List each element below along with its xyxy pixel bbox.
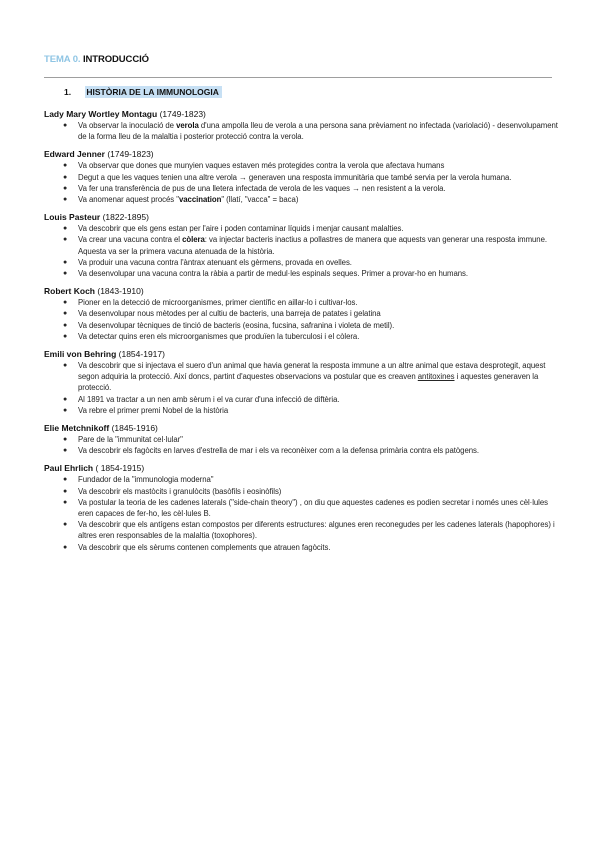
bullet-text: Va rebre el primer premi Nobel de la història: [78, 405, 229, 415]
bullet-icon: ●: [63, 447, 68, 455]
bullet-item: [44, 257, 560, 268]
bullet-item: [44, 445, 560, 456]
bullet-item: [44, 120, 560, 142]
bullet-icon: ●: [63, 321, 68, 329]
bullet-text: Pare de la "immunitat cel·lular": [78, 435, 183, 445]
person-section: [44, 108, 560, 142]
bullet-item: [44, 542, 560, 553]
person-years: ( 1854-1915): [95, 463, 145, 474]
bullet-item: [44, 223, 560, 234]
person-name: Emili von Behring: [44, 349, 117, 360]
person-section: [44, 148, 560, 205]
person-name: Lady Mary Wortley Montagu: [44, 109, 158, 119]
topic-prefix: TEMA 0.: [44, 54, 81, 65]
bullet-item: [44, 308, 560, 319]
bullet-icon: ●: [63, 310, 68, 318]
topic-heading: [44, 54, 149, 65]
bullet-icon: ●: [63, 362, 68, 370]
bullet-text: i aquestes generaven la protecció.: [78, 372, 539, 393]
bullet-text: Va descobrir els mastòcits i granulòcits (basòfils i eosinòfils): [78, 486, 282, 496]
bullet-text: d'una ampolla lleu de verola a una persona sana prèviament no infectada (variolació) - desenvolupament de la forma lleu de la malaltia i posterior protecció contra la verola.: [78, 121, 558, 142]
bullet-item: [44, 320, 560, 331]
person-heading: [44, 348, 560, 360]
bullet-text: Va crear una vacuna contra el: [78, 235, 183, 245]
person-section: [44, 348, 560, 416]
person-name: Robert Koch: [44, 286, 95, 297]
bullet-icon: ●: [63, 299, 68, 307]
bullet-text: Va desenvolupar tècniques de tinció de bacteris (eosina, fucsina, safranina i violeta de metil).: [78, 320, 395, 330]
person-heading: [44, 211, 560, 223]
bullet-icon: ●: [63, 225, 68, 233]
person-name: Paul Ehrlich: [44, 463, 94, 474]
bullet-item: [44, 486, 560, 497]
person-years: (1843-1910): [97, 286, 144, 297]
bullet-text: Fundador de la "immunologia moderna": [78, 475, 214, 485]
bullet-text: Va observar la inoculació de: [78, 121, 177, 130]
person-section: [44, 211, 560, 279]
bullet-item: [44, 172, 560, 183]
person-section: [44, 462, 560, 552]
section-title: HISTÒRIA DE LA IMMUNOLOGIA: [85, 86, 222, 98]
person-section: [44, 285, 560, 342]
bold-term: verola: [176, 121, 199, 130]
section-heading: [44, 87, 222, 97]
bold-term: vaccination: [178, 195, 222, 205]
bullet-text: Al 1891 va tractar a un nen amb sèrum i el va curar d'una infecció de diftèria.: [78, 394, 340, 404]
person-years: (1845-1916): [111, 423, 158, 434]
bullet-text: : va injectar bacteris inactius a pollastres de manera que aquests van generar una resposta immune. Aquesta va ser la primera vacuna atenuada de la història.: [78, 235, 547, 256]
person-name: Louis Pasteur: [44, 212, 101, 223]
bullet-icon: ●: [63, 395, 68, 403]
section-number: 1.: [64, 87, 72, 97]
person-heading: [44, 148, 560, 160]
bullet-text: Va descobrir que si injectava el suero d'un animal que havia generat la resposta immune a un altre animal que estava desprotegit, aquest segon adquiria la protecció. Així doncs, partint d'aquestes observacions va postular que es creaven: [78, 361, 546, 382]
bullet-text: Degut a que les vaques tenien una altre verola → generaven una resposta immunitària que també servia per la verola humana.: [78, 172, 512, 182]
person-heading: [44, 462, 560, 474]
bullet-list: [44, 434, 560, 456]
person-years: (1854-1917): [118, 349, 165, 360]
bullet-text: Va anomenar aquest procés ": [78, 195, 179, 205]
bullet-icon: ●: [63, 173, 68, 181]
bullet-item: [44, 474, 560, 485]
bullet-item: [44, 268, 560, 279]
bullet-item: [44, 497, 560, 519]
bullet-icon: ●: [63, 122, 68, 129]
bullet-list: [44, 474, 560, 552]
bullet-text: Pioner en la detecció de microorganismes, primer científic en aillar-lo i cultivar-los.: [78, 298, 358, 308]
bullet-text: Va postular la teoria de les cadenes laterals ("side-chain theory") , on diu que aquestes cadenes es podien secretar i només unes cèl·lules eren capaces de fer-ho, les cèl·lules B.: [78, 497, 548, 519]
bullet-item: [44, 360, 560, 394]
bullet-icon: ●: [63, 258, 68, 266]
bullet-icon: ●: [63, 487, 68, 495]
bullet-icon: ●: [63, 196, 68, 204]
bullet-list: [44, 297, 560, 342]
person-name: Edward Jenner: [44, 149, 105, 160]
bullet-icon: ●: [63, 498, 68, 506]
bullet-text: Va produir una vacuna contra l'àntrax atenuant els gèrmens, provada en ovelles.: [78, 257, 352, 267]
bullet-icon: ●: [63, 476, 68, 484]
bullet-item: [44, 434, 560, 445]
bullet-item: [44, 194, 560, 205]
bullet-text: Va desenvolupar una vacuna contra la ràbia a partir de medul·les espinals seques. Primer a provar-ho en humans.: [78, 269, 469, 279]
person-section: [44, 422, 560, 456]
person-years: (1749-1823): [159, 109, 206, 119]
person-heading: [44, 108, 560, 120]
bullet-list: [44, 360, 560, 416]
bullet-icon: ●: [63, 406, 68, 414]
bullet-item: [44, 234, 560, 256]
bullet-icon: ●: [63, 236, 68, 244]
bullet-list: [44, 160, 560, 205]
bullet-item: [44, 331, 560, 342]
person-name: Elie Metchnikoff: [44, 423, 110, 434]
underlined-term: antitoxines: [417, 372, 455, 382]
bullet-text: Va observar que dones que munyien vaques estaven més protegides contra la verola que afectava humans: [78, 161, 445, 171]
bullet-icon: ●: [63, 184, 68, 192]
bullet-text: Va descobrir que els antígens estan compostos per diferents estructures: algunes eren reconegudes per les cadenes laterals (hapophores) i altres eren responsables de la malaltia (toxophores).: [78, 520, 555, 541]
person-years: (1749-1823): [107, 149, 154, 160]
history-content: [44, 108, 560, 559]
topic-title: INTRODUCCIÓ: [82, 54, 149, 65]
bullet-icon: ●: [63, 270, 68, 278]
bullet-icon: ●: [63, 332, 68, 340]
bullet-text: Va descobrir els fagòcits en larves d'estrella de mar i els va reconèixer com a la defensa primària contra els patògens.: [78, 446, 479, 456]
person-years: (1822-1895): [102, 212, 149, 223]
bullet-text: Va desenvolupar nous mètodes per al cultiu de bacteris, una barreja de patates i gelatina: [78, 309, 381, 319]
person-heading: [44, 285, 560, 297]
bullet-icon: ●: [63, 162, 68, 170]
bullet-text: Va detectar quins eren els microorganismes que produïen la tuberculosi i el còlera.: [78, 331, 360, 341]
bullet-item: [44, 160, 560, 171]
bullet-list: [44, 120, 560, 142]
bullet-item: [44, 519, 560, 541]
bold-term: còlera: [182, 235, 205, 245]
bullet-item: [44, 183, 560, 194]
bullet-text: Va descobrir que els sèrums contenen complements que atrauen fagòcits.: [78, 542, 331, 552]
bullet-text: Va fer una transferència de pus de una lletera infectada de verola de les vaques → nen resistent a la verola.: [78, 183, 446, 193]
bullet-icon: ●: [63, 543, 68, 551]
person-heading: [44, 422, 560, 434]
bullet-icon: ●: [63, 521, 68, 529]
bullet-item: [44, 405, 560, 416]
bullet-item: [44, 394, 560, 405]
bullet-text: " (llatí, "vacca" = baca): [221, 195, 299, 205]
bullet-item: [44, 297, 560, 308]
bullet-icon: ●: [63, 436, 68, 444]
bullet-text: Va descobrir que els gens estan per l'aire i poden contaminar líquids i menjar causant malalties.: [78, 224, 404, 234]
bullet-list: [44, 223, 560, 279]
horizontal-divider: [44, 77, 552, 78]
